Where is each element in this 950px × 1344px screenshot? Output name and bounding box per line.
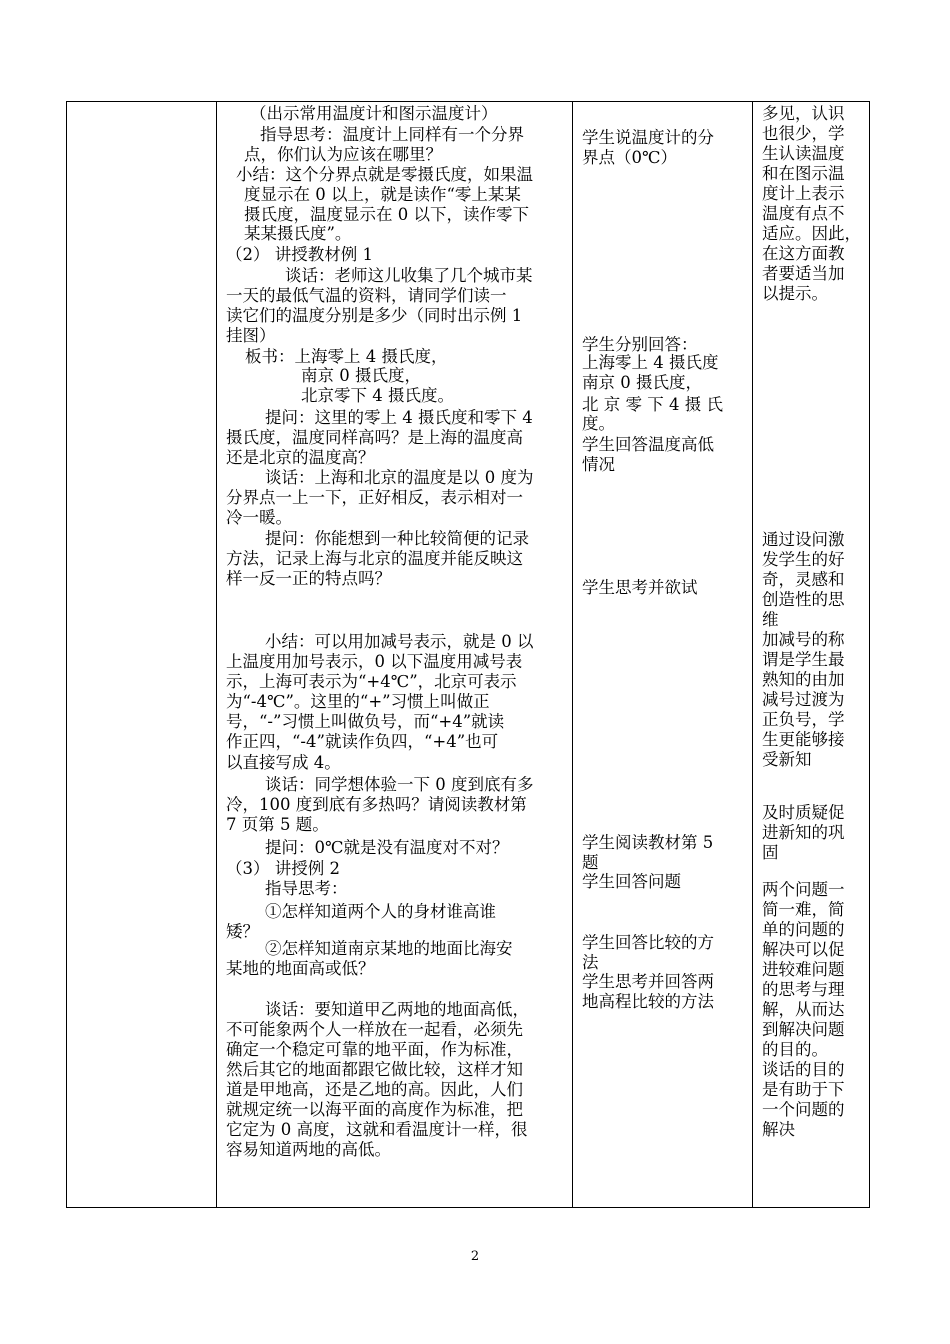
text-line: 挂图） bbox=[226, 326, 276, 345]
text-line: 某地的地面高或低？ bbox=[226, 959, 375, 978]
text-line: 北 京 零 下 4 摄 氏 bbox=[582, 395, 723, 414]
text-line: 样一反一正的特点吗？ bbox=[226, 569, 391, 588]
text-line: 读它们的温度分别是多少（同时出示例 1 bbox=[226, 306, 523, 325]
text-line: 以直接写成 4。 bbox=[226, 753, 341, 772]
section-heading: （3） 讲授例 2 bbox=[226, 859, 340, 878]
text-line: 学生分别回答： bbox=[582, 335, 698, 354]
text-line: 不可能象两个人一样放在一起看，必须先 bbox=[226, 1020, 523, 1039]
text-line: 学生回答比较的方 bbox=[582, 933, 714, 952]
text-line: 小结：这个分界点就是零摄氏度，如果温 bbox=[236, 165, 533, 184]
text-line: 以提示。 bbox=[762, 284, 828, 303]
text-line: 两个问题一 bbox=[762, 880, 845, 899]
text-line: 学生回答温度高低 bbox=[582, 435, 714, 454]
text-line: 生认读温度 bbox=[762, 144, 845, 163]
text-line: 南京 0 摄氏度， bbox=[582, 373, 702, 392]
text-line: 解，从而达 bbox=[762, 1000, 845, 1019]
text-line: 者要适当加 bbox=[762, 264, 845, 283]
text-line: 也很少，学 bbox=[762, 124, 845, 143]
text-line: 谈话：老师这儿收集了几个城市某 bbox=[285, 266, 533, 285]
text-line: 度显示在 0 以上，就是读作“零上某某 bbox=[244, 185, 521, 204]
text-line: 某某摄氏度”。 bbox=[244, 224, 352, 243]
text-line: 然后其它的地面都跟它做比较，这样才知 bbox=[226, 1060, 523, 1079]
text-line: 熟知的由加 bbox=[762, 670, 845, 689]
text-line: 学生说温度计的分 bbox=[582, 128, 714, 147]
text-line: 到解决问题 bbox=[762, 1020, 845, 1039]
text-line: 情况 bbox=[582, 455, 615, 474]
text-line: 北京零下 4 摄氏度。 bbox=[301, 386, 454, 405]
text-line: 板书：上海零上 4 摄氏度， bbox=[245, 347, 448, 366]
text-line: 小结：可以用加减号表示，就是 0 以 bbox=[265, 632, 534, 651]
text-line: 学生回答问题 bbox=[582, 872, 681, 891]
text-line: 方法，记录上海与北京的温度并能反映这 bbox=[226, 549, 523, 568]
text-line: 通过设问激 bbox=[762, 530, 845, 549]
text-line: 创造性的思 bbox=[762, 590, 845, 609]
text-line: 为“-4℃”。这里的“+”习惯上叫做正 bbox=[226, 692, 490, 711]
text-line: 点，你们认为应该在哪里？ bbox=[244, 145, 442, 164]
text-line: （出示常用温度计和图示温度计） bbox=[250, 104, 498, 123]
page-number: 2 bbox=[470, 1249, 480, 1264]
text-line: 提问：0℃就是没有温度对不对？ bbox=[265, 838, 509, 857]
text-line: 上温度用加号表示，0 以下温度用减号表 bbox=[226, 652, 523, 671]
text-line: 号，“-”习惯上叫做负号，而“+4”就读 bbox=[226, 712, 505, 731]
text-line: 解决 bbox=[762, 1120, 795, 1139]
text-line: 维 bbox=[762, 610, 779, 629]
text-line: 谓是学生最 bbox=[762, 650, 845, 669]
text-line: 和在图示温 bbox=[762, 164, 845, 183]
text-line: 它定为 0 高度，这就和看温度计一样，很 bbox=[226, 1120, 528, 1139]
text-line: 加减号的称 bbox=[762, 630, 845, 649]
text-line: 进新知的巩 bbox=[762, 823, 845, 842]
text-line: 多见，认识 bbox=[762, 104, 845, 123]
text-line: 指导思考：温度计上同样有一个分界 bbox=[260, 125, 524, 144]
section-heading: （2） 讲授教材例 1 bbox=[226, 245, 373, 264]
column-divider bbox=[572, 101, 573, 1208]
text-line: 减号过渡为 bbox=[762, 690, 845, 709]
text-line: 作正四，“-4”就读作负四，“+4”也可 bbox=[226, 732, 499, 751]
text-line: 界点（0℃） bbox=[582, 148, 677, 167]
column-divider bbox=[216, 101, 217, 1208]
text-line: 学生思考并回答两 bbox=[582, 972, 714, 991]
text-line: 学生阅读教材第 5 bbox=[582, 833, 714, 852]
text-line: 的目的。 bbox=[762, 1040, 828, 1059]
text-line: 谈话：同学想体验一下 0 度到底有多 bbox=[265, 775, 534, 794]
text-line: 法 bbox=[582, 953, 599, 972]
text-line: 谈话：要知道甲乙两地的地面高低， bbox=[265, 1000, 529, 1019]
text-line: 指导思考： bbox=[265, 879, 348, 898]
text-line: 正负号，学 bbox=[762, 710, 845, 729]
text-line: 单的问题的 bbox=[762, 920, 845, 939]
text-line: 进较难问题 bbox=[762, 960, 845, 979]
text-line: 道是甲地高，还是乙地的高。因此，人们 bbox=[226, 1080, 523, 1099]
text-line: 温度有点不 bbox=[762, 204, 845, 223]
text-line: 摄氏度，温度显示在 0 以下，读作零下 bbox=[244, 205, 529, 224]
text-line: 上海零上 4 摄氏度 bbox=[582, 353, 719, 372]
column-divider bbox=[752, 101, 753, 1208]
text-line: 的思考与理 bbox=[762, 980, 845, 999]
text-line: 示，上海可表示为“+4℃”，北京可表示 bbox=[226, 672, 517, 691]
text-line: 度计上表示 bbox=[762, 184, 845, 203]
text-line: 及时质疑促 bbox=[762, 803, 845, 822]
text-line: 度。 bbox=[582, 414, 615, 433]
text-line: 确定一个稳定可靠的地平面，作为标准， bbox=[226, 1040, 523, 1059]
text-line: 简一难，简 bbox=[762, 900, 845, 919]
text-line: 7 页第 5 题。 bbox=[226, 815, 329, 834]
text-line: 冷一暖。 bbox=[226, 508, 292, 527]
text-line: 提问：你能想到一种比较简便的记录 bbox=[265, 529, 529, 548]
text-line: 在这方面教 bbox=[762, 244, 845, 263]
text-line: 生更能够接 bbox=[762, 730, 845, 749]
text-line: 冷，100 度到底有多热吗？请阅读教材第 bbox=[226, 795, 527, 814]
text-line: ①怎样知道两个人的身材谁高谁 bbox=[265, 902, 496, 921]
text-line: 解决可以促 bbox=[762, 940, 845, 959]
text-line: 是有助于下 bbox=[762, 1080, 845, 1099]
text-line: 受新知 bbox=[762, 750, 812, 769]
text-line: 一天的最低气温的资料，请同学们读一 bbox=[226, 286, 507, 305]
text-line: 提问：这里的零上 4 摄氏度和零下 4 bbox=[265, 408, 533, 427]
text-line: ②怎样知道南京某地的地面比海安 bbox=[265, 939, 513, 958]
text-line: 题 bbox=[582, 853, 599, 872]
text-line: 奇，灵感和 bbox=[762, 570, 845, 589]
text-line: 容易知道两地的高低。 bbox=[226, 1140, 391, 1159]
text-line: 地高程比较的方法 bbox=[582, 992, 714, 1011]
text-line: 学生思考并欲试 bbox=[582, 578, 698, 597]
text-line: 摄氏度，温度同样高吗？是上海的温度高 bbox=[226, 428, 523, 447]
text-line: 就规定统一以海平面的高度作为标准，把 bbox=[226, 1100, 523, 1119]
text-line: 分界点一上一下，正好相反，表示相对一 bbox=[226, 488, 523, 507]
text-line: 谈话的目的 bbox=[762, 1060, 845, 1079]
text-line: 发学生的好 bbox=[762, 550, 845, 569]
text-line: 一个问题的 bbox=[762, 1100, 845, 1119]
text-line: 谈话：上海和北京的温度是以 0 度为 bbox=[265, 468, 534, 487]
text-line: 适应。因此， bbox=[762, 224, 861, 243]
text-line: 还是北京的温度高？ bbox=[226, 448, 375, 467]
text-line: 矮？ bbox=[226, 922, 259, 941]
text-line: 固 bbox=[762, 843, 779, 862]
text-line: 南京 0 摄氏度， bbox=[301, 366, 421, 385]
